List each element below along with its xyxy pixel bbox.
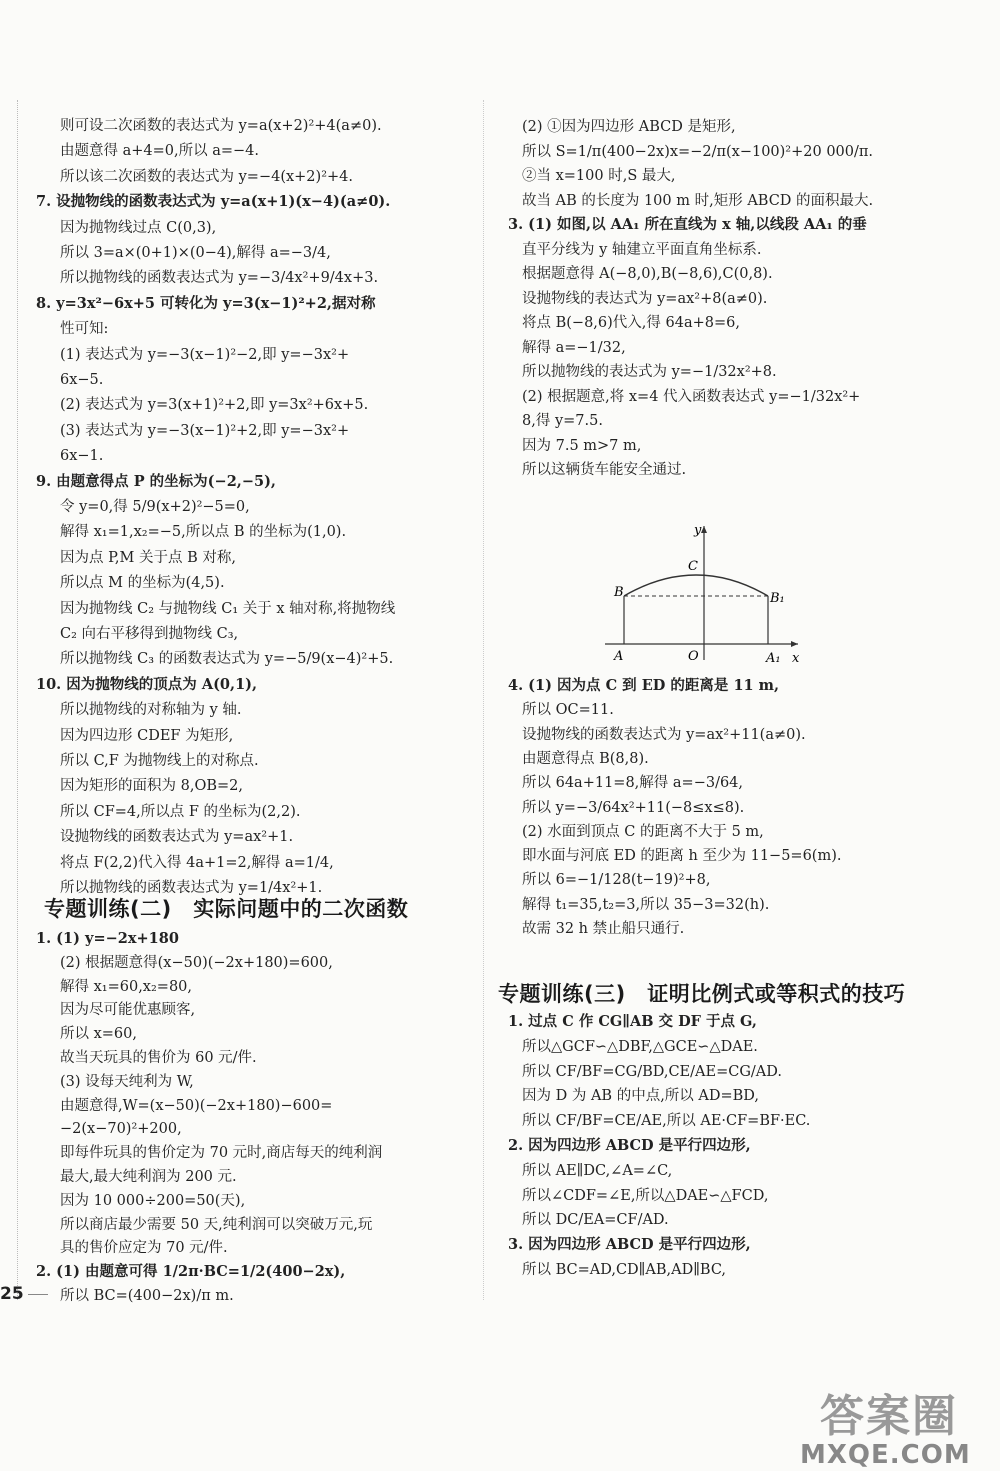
- label-B: B: [614, 585, 624, 600]
- text-line: 所以抛物线的表达式为 y=−1/32x²+8.: [522, 364, 777, 380]
- text-line: 设抛物线的函数表达式为 y=ax²+1.: [60, 829, 294, 846]
- text-line: 因为矩形的面积为 8,OB=2,: [60, 778, 243, 795]
- watermark-logo: 答案圈: [820, 1391, 958, 1442]
- text-line: 所以 x=60,: [60, 1026, 137, 1043]
- text-line: 根据题意得 A(−8,0),B(−8,6),C(0,8).: [522, 266, 773, 282]
- text-line: 则可设二次函数的表达式为 y=a(x+2)²+4(a≠0).: [60, 118, 382, 134]
- text-line: 解得 a=−1/32,: [522, 339, 626, 356]
- text-line: 所以抛物线的函数表达式为 y=1/4x²+1.: [60, 880, 323, 896]
- text-line: (3) 表达式为 y=−3(x−1)²+2,即 y=−3x²+: [60, 422, 350, 439]
- text-line: 因为尽可能优惠顾客,: [60, 1002, 196, 1019]
- text-line: (2) ①因为四边形 ABCD 是矩形,: [522, 119, 736, 135]
- text-line: 所以该二次函数的表达式为 y=−4(x+2)²+4.: [60, 168, 353, 185]
- text-line: 因为抛物线 C₂ 与抛物线 C₁ 关于 x 轴对称,将抛物线: [60, 600, 396, 617]
- text-line: 所以 CF/BF=CE/AE,所以 AE·CF=BF·EC.: [522, 1113, 811, 1130]
- text-line: 即每件玩具的售价定为 70 元时,商店每天的纯利润: [60, 1145, 383, 1162]
- label-A: A: [614, 649, 624, 664]
- text-line: 解得 x₁=60,x₂=80,: [60, 978, 193, 995]
- text-line: 所以△GCF∽△DBF,△GCE∽△DAE.: [522, 1038, 758, 1055]
- text-line: (3) 设每天纯利为 W,: [60, 1073, 194, 1090]
- text-line: 故当天玩具的售价为 60 元/件.: [60, 1050, 257, 1066]
- label-A1: A₁: [766, 651, 781, 665]
- text-line: 设抛物线的函数表达式为 y=ax²+11(a≠0).: [522, 726, 806, 743]
- text-line: 由题意得点 B(8,8).: [522, 750, 649, 767]
- text-line: ②当 x=100 时,S 最大,: [522, 168, 676, 184]
- text-line: 7. 设抛物线的函数表达式为 y=a(x+1)(x−4)(a≠0).: [36, 193, 391, 211]
- text-line: 4. (1) 因为点 C 到 ED 的距离是 11 m,: [508, 677, 780, 694]
- text-line: 具的售价应定为 70 元/件.: [60, 1240, 228, 1257]
- text-line: 因为 D 为 AB 的中点,所以 AD=BD,: [522, 1088, 760, 1105]
- label-B1: B₁: [770, 591, 785, 606]
- text-line: 直平分线为 y 轴建立平面直角坐标系.: [522, 241, 762, 258]
- text-line: (2) 表达式为 y=3(x+1)²+2,即 y=3x²+6x+5.: [60, 397, 369, 414]
- text-line: 因为 7.5 m>7 m,: [522, 437, 642, 454]
- text-line: 所以这辆货车能安全通过.: [522, 462, 687, 478]
- text-line: 8,得 y=7.5.: [522, 413, 603, 429]
- section-title-3: 专题训练(三) 证明比例式或等积式的技巧: [498, 982, 906, 1006]
- text-line: 由题意得,W=(x−50)(−2x+180)−600=: [60, 1097, 333, 1114]
- left-margin-dots: [17, 100, 18, 1300]
- label-x: x: [792, 651, 800, 665]
- text-line: 所以∠CDF=∠E,所以△DAE∽△FCD,: [522, 1187, 769, 1204]
- text-line: (2) 根据题意得(x−50)(−2x+180)=600,: [60, 954, 333, 971]
- text-line: 6x−5.: [60, 372, 104, 388]
- text-line: 所以 CF=4,所以点 F 的坐标为(2,2).: [60, 803, 301, 820]
- text-line: C₂ 向右平移得到抛物线 C₃,: [60, 626, 239, 642]
- text-line: 所以抛物线 C₃ 的函数表达式为 y=−5/9(x−4)²+5.: [60, 651, 394, 668]
- watermark-url: MXQE.COM: [800, 1440, 971, 1470]
- text-line: 6x−1.: [60, 448, 104, 465]
- text-line: 解得 x₁=1,x₂=−5,所以点 B 的坐标为(1,0).: [60, 524, 347, 541]
- text-line: 设抛物线的表达式为 y=ax²+8(a≠0).: [522, 290, 768, 307]
- text-line: 所以 OC=11.: [522, 702, 614, 719]
- text-line: 故需 32 h 禁止船只通行.: [522, 921, 685, 937]
- text-line: 即水面与河底 ED 的距离 h 至少为 11−5=6(m).: [522, 848, 842, 865]
- text-line: 所以 AE∥DC,∠A=∠C,: [522, 1162, 673, 1179]
- text-line: 所以 BC=AD,CD∥AB,AD∥BC,: [522, 1262, 727, 1278]
- text-line: 因为点 P,M 关于点 B 对称,: [60, 549, 236, 566]
- text-line: 故当 AB 的长度为 100 m 时,矩形 ABCD 的面积最大.: [522, 192, 874, 209]
- text-line: −2(x−70)²+200,: [60, 1121, 182, 1138]
- text-line: 由题意得 a+4=0,所以 a=−4.: [60, 143, 259, 160]
- y-axis-arrow: [701, 526, 707, 533]
- text-line: (1) 表达式为 y=−3(x−1)²−2,即 y=−3x²+: [60, 346, 350, 363]
- text-line: 令 y=0,得 5/9(x+2)²−5=0,: [60, 499, 250, 515]
- column-divider: [483, 100, 484, 1300]
- text-line: 所以 6=−1/128(t−19)²+8,: [522, 872, 711, 889]
- section-title-2: 专题训练(二) 实际问题中的二次函数: [44, 897, 409, 921]
- page-number-rule: [28, 1294, 48, 1295]
- text-line: 10. 因为抛物线的顶点为 A(0,1),: [36, 675, 258, 693]
- text-line: 解得 t₁=35,t₂=3,所以 35−3=32(h).: [522, 896, 770, 913]
- text-line: 所以 64a+11=8,解得 a=−3/64,: [522, 775, 744, 792]
- text-line: 所以 3=a×(0+1)×(0−4),解得 a=−3/4,: [60, 245, 331, 261]
- text-line: 所以抛物线的函数表达式为 y=−3/4x²+9/4x+3.: [60, 270, 379, 287]
- text-line: 最大,最大纯利润为 200 元.: [60, 1169, 237, 1185]
- text-line: 3. (1) 如图,以 AA₁ 所在直线为 x 轴,以线段 AA₁ 的垂: [508, 216, 867, 233]
- text-line: 因为抛物线过点 C(0,3),: [60, 219, 217, 236]
- text-line: 8. y=3x²−6x+5 可转化为 y=3(x−1)²+2,据对称: [36, 294, 376, 312]
- text-line: 3. 因为四边形 ABCD 是平行四边形,: [508, 1236, 751, 1254]
- label-C: C: [688, 559, 698, 574]
- parabola-figure: [600, 520, 810, 665]
- parabola-arc: [624, 575, 768, 596]
- text-line: 所以商店最少需要 50 天,纯利润可以突破万元,玩: [60, 1216, 373, 1233]
- text-line: 所以 y=−3/64x²+11(−8≤x≤8).: [522, 799, 745, 816]
- page-number: 25: [0, 1284, 24, 1304]
- x-axis-arrow: [791, 641, 798, 647]
- label-O: O: [688, 649, 699, 664]
- text-line: 因为四边形 CDEF 为矩形,: [60, 727, 234, 744]
- text-line: 所以抛物线的对称轴为 y 轴.: [60, 702, 242, 719]
- text-line: 1. 过点 C 作 CG∥AB 交 DF 于点 G,: [508, 1013, 757, 1030]
- text-line: 2. (1) 由题意可得 1/2π·BC=1/2(400−2x),: [36, 1263, 346, 1281]
- text-line: 所以 CF/BF=CG/BD,CE/AE=CG/AD.: [522, 1063, 782, 1080]
- text-line: 因为 10 000÷200=50(天),: [60, 1192, 246, 1209]
- label-y: y: [694, 523, 702, 538]
- text-line: 2. 因为四边形 ABCD 是平行四边形,: [508, 1137, 751, 1154]
- text-line: 1. (1) y=−2x+180: [36, 930, 179, 947]
- text-line: 所以 S=1/π(400−2x)x=−2/π(x−100)²+20 000/π.: [522, 143, 874, 160]
- text-line: 所以 DC/EA=CF/AD.: [522, 1212, 669, 1229]
- text-line: 所以 BC=(400−2x)/π m.: [60, 1288, 234, 1304]
- text-line: 性可知:: [60, 321, 109, 338]
- text-line: 所以 C,F 为抛物线上的对称点.: [60, 753, 259, 769]
- text-line: 9. 由题意得点 P 的坐标为(−2,−5),: [36, 472, 276, 490]
- text-line: 所以点 M 的坐标为(4,5).: [60, 575, 225, 592]
- text-line: 将点 F(2,2)代入得 4a+1=2,解得 a=1/4,: [60, 854, 334, 871]
- text-line: (2) 水面到顶点 C 的距离不大于 5 m,: [522, 823, 764, 840]
- text-line: 将点 B(−8,6)代入,得 64a+8=6,: [522, 315, 740, 331]
- text-line: (2) 根据题意,将 x=4 代入函数表达式 y=−1/32x²+: [522, 388, 861, 405]
